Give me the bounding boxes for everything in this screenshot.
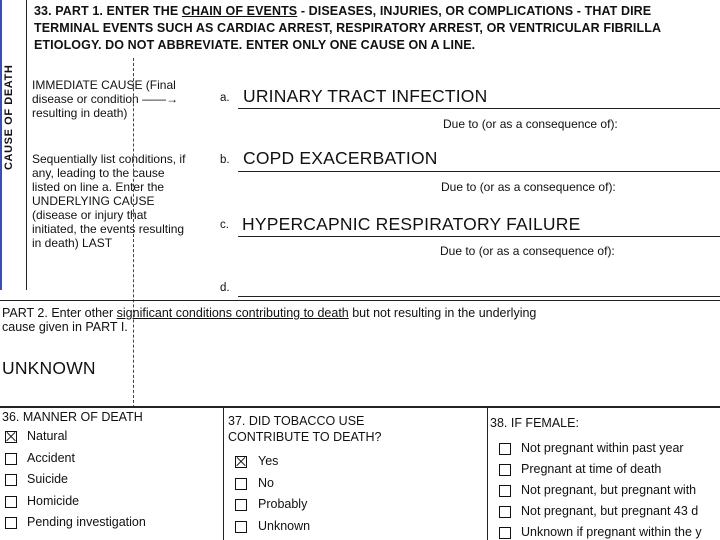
- part2-label-text-b: but not resulting in the underlying: [348, 306, 537, 320]
- part1-header-line1: [34, 4, 651, 18]
- manner-option-label: Suicide: [27, 472, 68, 486]
- line-b-rule: [238, 171, 720, 172]
- tobacco-checkbox[interactable]: [235, 478, 247, 490]
- part2-label-underlined: significant conditions contributing to death: [116, 306, 349, 320]
- tobacco-checkbox[interactable]: [235, 456, 247, 468]
- female-option-label: Unknown if pregnant within the y: [521, 525, 702, 539]
- bottom-divider-1: [223, 407, 224, 540]
- sequential-label-line: initiated, the events resulting: [32, 222, 185, 236]
- if-female-title: 38. IF FEMALE:: [490, 416, 579, 430]
- immediate-label-line: resulting in death): [32, 106, 128, 120]
- part2-value[interactable]: UNKNOWN: [2, 358, 96, 378]
- bottom-section-top-rule: [0, 406, 720, 408]
- sequential-label-line: UNDERLYING CAUSE: [32, 194, 155, 208]
- tobacco-title-line2: CONTRIBUTE TO DEATH?: [228, 430, 382, 444]
- female-checkbox[interactable]: [499, 464, 511, 476]
- line-b-due-to: Due to (or as a consequence of):: [441, 180, 616, 194]
- line-c-rule: [238, 236, 720, 237]
- sequential-conditions-label: [32, 152, 185, 250]
- female-checkbox[interactable]: [499, 443, 511, 455]
- female-checkbox[interactable]: [499, 527, 511, 539]
- part1-header-underlined: CHAIN OF EVENTS: [181, 4, 298, 18]
- female-checkbox[interactable]: [499, 485, 511, 497]
- line-a-rule: [238, 108, 720, 109]
- part2-label-text-a: PART 2. Enter other: [2, 306, 117, 320]
- tobacco-option-label: Unknown: [258, 518, 311, 533]
- sidebar-divider: [26, 0, 27, 290]
- part2-label-line2: cause given in PART I.: [2, 320, 128, 334]
- tobacco-option-label: No: [258, 475, 274, 490]
- sequential-label-line: any, leading to the cause: [32, 166, 165, 180]
- manner-checkbox[interactable]: [5, 517, 17, 529]
- female-option-label: Not pregnant, but pregnant with: [521, 483, 697, 497]
- part1-header-line2: TERMINAL EVENTS SUCH AS CARDIAC ARREST, RESPIRATORY ARREST, OR VENTRICULAR FIBRILLA: [34, 21, 662, 35]
- sidebar-accent-bar: [0, 0, 2, 290]
- immediate-label-line: IMMEDIATE CAUSE (Final: [32, 78, 176, 92]
- manner-option-label: Accident: [27, 450, 75, 465]
- manner-option-label: Natural: [27, 429, 68, 443]
- label-column-divider: [133, 58, 134, 408]
- tobacco-option-label: Yes: [258, 454, 279, 468]
- sequential-label-line: in death) LAST: [32, 236, 113, 250]
- manner-checkbox[interactable]: [5, 496, 17, 508]
- manner-option-label: Homicide: [27, 493, 80, 508]
- manner-checkbox[interactable]: [5, 474, 17, 486]
- line-b-cause[interactable]: COPD EXACERBATION: [243, 148, 438, 168]
- tobacco-checkbox[interactable]: [235, 521, 247, 533]
- line-a-cause[interactable]: URINARY TRACT INFECTION: [243, 86, 488, 106]
- female-option-label: Not pregnant, but pregnant 43 d: [521, 504, 699, 518]
- female-option-label: Pregnant at time of death: [521, 462, 662, 476]
- manner-of-death-title: 36. MANNER OF DEATH: [2, 410, 143, 424]
- tobacco-option-label: Probably: [258, 497, 308, 511]
- female-checkbox[interactable]: [499, 506, 511, 518]
- tobacco-title-line1: 37. DID TOBACCO USE: [228, 414, 365, 428]
- part1-header-text-a: 33. PART 1. ENTER THE: [34, 4, 182, 18]
- part2-label: [2, 306, 536, 320]
- part1-header-line3: ETIOLOGY. DO NOT ABBREVIATE. ENTER ONLY ONE CAUSE ON A LINE.: [34, 38, 476, 52]
- sequential-label-line: listed on line a. Enter the: [32, 180, 165, 194]
- part1-header-text-b: - DISEASES, INJURIES, OR COMPLICATIONS - THAT DIRE: [297, 4, 652, 18]
- bottom-divider-2: [487, 407, 488, 540]
- female-option-label: Not pregnant within past year: [521, 441, 684, 455]
- line-a-letter: a.: [220, 92, 230, 104]
- sequential-label-line: (disease or injury that: [32, 208, 147, 222]
- part2-top-rule: [0, 300, 720, 301]
- line-d-rule: [238, 296, 720, 297]
- line-c-letter: c.: [220, 219, 229, 231]
- tobacco-checkbox[interactable]: [235, 499, 247, 511]
- immediate-label-line: disease or condition ——→: [32, 92, 179, 106]
- line-d-letter: d.: [220, 282, 230, 294]
- sequential-label-line: Sequentially list conditions, if: [32, 152, 186, 166]
- manner-checkbox[interactable]: [5, 431, 17, 443]
- line-c-cause[interactable]: HYPERCAPNIC RESPIRATORY FAILURE: [242, 214, 581, 234]
- manner-option-label: Pending investigation: [27, 515, 146, 529]
- line-a-due-to: Due to (or as a consequence of):: [443, 117, 618, 131]
- immediate-cause-label: [32, 78, 178, 120]
- line-b-letter: b.: [220, 154, 230, 166]
- cause-of-death-sidebar-label: CAUSE OF DEATH: [3, 64, 15, 170]
- line-c-due-to: Due to (or as a consequence of):: [440, 244, 615, 258]
- manner-checkbox[interactable]: [5, 453, 17, 465]
